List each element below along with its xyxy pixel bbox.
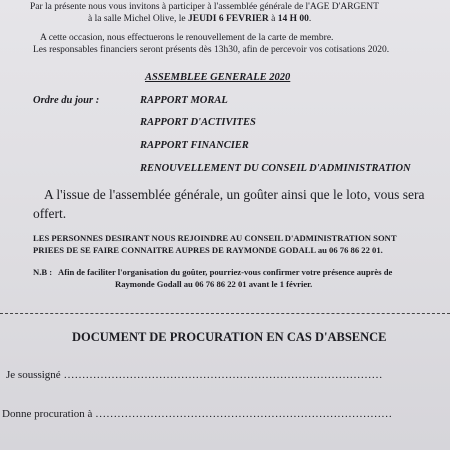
intro-line-2 <box>88 14 311 24</box>
council-line-2: PRIEES DE SE FAIRE CONNAITRE AUPRES DE RAYMONDE GODALL au 06 76 86 22 01. <box>33 245 383 255</box>
intro-venue-text: à la salle Michel Olive, le <box>88 14 188 24</box>
snack-line-2: offert. <box>33 206 67 221</box>
meeting-time: 14 H 00 <box>277 14 309 24</box>
note-line-1: Afin de faciliter l'organisation du goûter, pourriez-vous confirmer votre présence auprès de <box>58 267 393 277</box>
renewal-line: A cette occasion, nous effectuerons le renouvellement de la carte de membre. <box>40 33 334 43</box>
cut-line <box>0 313 450 314</box>
agenda-item-moral: RAPPORT MORAL <box>140 95 228 106</box>
intro-line-1: Par la présente nous vous invitons à participer à l'assemblée générale de l'AGE D'ARGENT <box>30 2 379 12</box>
note-label: N.B : <box>33 267 53 277</box>
proxy-recipient-field: Donne procuration à ……………………………………………………………………… <box>2 408 393 420</box>
undersigned-field: Je soussigné …………………………………………………………………………… <box>6 369 383 381</box>
agenda-label: Ordre du jour : <box>33 95 100 106</box>
agenda-item-council: RENOUVELLEMENT DU CONSEIL D'ADMINISTRATION <box>140 163 411 174</box>
proxy-title: DOCUMENT DE PROCURATION EN CAS D'ABSENCE <box>72 330 387 344</box>
assembly-heading: ASSEMBLEE GENERALE 2020 <box>145 72 291 83</box>
agenda-item-financial: RAPPORT FINANCIER <box>140 140 249 151</box>
council-line-1: LES PERSONNES DESIRANT NOUS REJOINDRE AU CONSEIL D'ADMINISTRATION SONT <box>33 233 397 243</box>
note-line-2: Raymonde Godall au 06 76 86 22 01 avant le 1 février. <box>115 279 313 289</box>
intro-period: . <box>308 14 312 24</box>
agenda-item-activities: RAPPORT D'ACTIVITES <box>140 117 256 128</box>
treasurers-line: Les responsables financiers seront présents dès 13h30, afin de percevoir vos cotisations 2020. <box>33 45 390 55</box>
snack-line-1: A l'issue de l'assemblée générale, un goûter ainsi que le loto, vous sera <box>44 187 425 202</box>
intro-at-text: à <box>268 14 278 24</box>
meeting-date: JEUDI 6 FEVRIER <box>187 14 269 24</box>
